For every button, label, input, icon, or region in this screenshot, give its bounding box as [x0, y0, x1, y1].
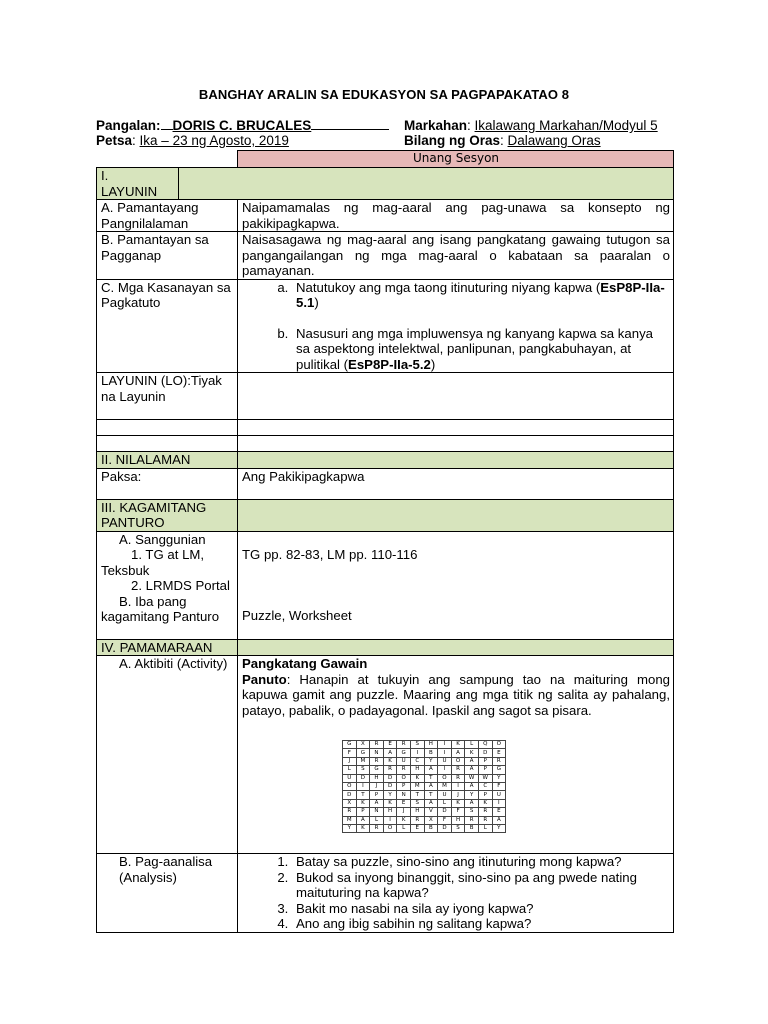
puzzle-cell: L: [438, 799, 452, 807]
puzzle-cell: A: [465, 766, 479, 774]
tg-lm-label: [101, 547, 234, 578]
name-line: Pangalan: DORIS C. BRUCALES: [96, 118, 389, 133]
puzzle-cell: D: [383, 774, 397, 782]
puzzle-cell: U: [397, 757, 411, 765]
puzzle-cell: P: [397, 782, 411, 790]
quarter-label: Markahan: [404, 118, 468, 133]
question-item: 2. Bukod sa inyong binanggit, sino-sino pa ang pwede nating maituturing na kapwa?: [292, 870, 670, 901]
puzzle-cell: G: [492, 766, 506, 774]
puzzle-cell: G: [370, 766, 384, 774]
puzzle-cell: R: [383, 766, 397, 774]
puzzle-row: [343, 749, 506, 757]
puzzle-cell: D: [438, 824, 452, 832]
puzzle-cell: L: [397, 824, 411, 832]
competencies-list: [242, 280, 670, 373]
tg-lm-value: TG pp. 82-83, LM pp. 110-116: [242, 546, 418, 562]
analysis-cell: [238, 854, 674, 933]
empty-cell: [238, 420, 674, 436]
other-materials-label: [101, 594, 234, 625]
puzzle-cell: A: [492, 816, 506, 824]
puzzle-cell: Y: [343, 824, 357, 832]
puzzle-cell: X: [356, 741, 370, 749]
procedure-section-header: IV. PAMAMARAAN: [97, 639, 238, 656]
performance-standard-text: Naisasagawa ng mag-aaral ang isang pangkatang gawaing tutugon sa pangangailangan ng mga mag-aaral o kabataan sa paaralan o pamayanan.: [238, 232, 674, 280]
puzzle-cell: W: [478, 774, 492, 782]
puzzle-cell: A: [465, 782, 479, 790]
specific-objectives-value: [238, 373, 674, 420]
puzzle-cell: O: [383, 824, 397, 832]
puzzle-cell: J: [397, 808, 411, 816]
puzzle-row: [343, 808, 506, 816]
question-item: 4. Ano ang ibig sabihin ng salitang kapwa?: [292, 916, 670, 932]
blank-line: [311, 118, 389, 130]
puzzle-cell: S: [410, 799, 424, 807]
puzzle-cell: T: [356, 791, 370, 799]
session-spacer: [97, 151, 238, 168]
puzzle-cell: A: [465, 799, 479, 807]
puzzle-row: [343, 766, 506, 774]
blank-line: [161, 118, 173, 130]
puzzle-cell: I: [451, 782, 465, 790]
puzzle-cell: C: [478, 782, 492, 790]
puzzle-cell: X: [343, 799, 357, 807]
puzzle-cell: G: [356, 749, 370, 757]
puzzle-cell: H: [410, 766, 424, 774]
name-value: DORIS C. BRUCALES: [172, 118, 312, 133]
puzzle-row: [343, 741, 506, 749]
puzzle-cell: K: [410, 774, 424, 782]
puzzle-cell: P: [478, 757, 492, 765]
puzzle-cell: A: [370, 799, 384, 807]
puzzle-cell: K: [397, 816, 411, 824]
content-section-header: II. NILALAMAN: [97, 452, 238, 469]
puzzle-cell: R: [465, 816, 479, 824]
objectives-header-fill: [179, 168, 674, 200]
competency-b-code: EsP8P-IIa-5.2: [348, 356, 431, 372]
activity-instructions: [242, 672, 670, 719]
resources-section-fill: [238, 499, 674, 531]
topic-value: Ang Pakikipagkapwa: [238, 468, 674, 499]
competencies-label: C. Mga Kasanayan sa Pagkatuto: [97, 279, 238, 373]
puzzle-row: [343, 782, 506, 790]
puzzle-cell: M: [410, 782, 424, 790]
puzzle-cell: I: [383, 816, 397, 824]
puzzle-cell: N: [370, 808, 384, 816]
puzzle-cell: F: [492, 782, 506, 790]
hours-label: Bilang ng Oras: [404, 133, 501, 148]
instructions-label: Panuto: [242, 671, 287, 687]
puzzle-cell: S: [356, 766, 370, 774]
puzzle-cell: G: [343, 741, 357, 749]
puzzle-cell: J: [370, 782, 384, 790]
date-value: Ika – 23 ng Agosto, 2019: [139, 133, 289, 148]
puzzle-cell: K: [383, 757, 397, 765]
puzzle-cell: I: [438, 766, 452, 774]
puzzle-cell: H: [383, 808, 397, 816]
puzzle-cell: K: [383, 799, 397, 807]
puzzle-cell: X: [424, 816, 438, 824]
puzzle-cell: F: [451, 808, 465, 816]
puzzle-cell: Y: [492, 774, 506, 782]
puzzle-row: [343, 799, 506, 807]
puzzle-cell: E: [492, 749, 506, 757]
hours-line: Bilang ng Oras: Dalawang Oras: [404, 133, 601, 148]
puzzle-cell: D: [438, 808, 452, 816]
puzzle-cell: A: [356, 816, 370, 824]
resources-values: [238, 531, 674, 639]
competency-a-end: ): [314, 295, 319, 310]
puzzle-cell: U: [343, 774, 357, 782]
puzzle-cell: T: [424, 791, 438, 799]
puzzle-cell: B: [424, 749, 438, 757]
puzzle-cell: R: [343, 808, 357, 816]
puzzle-cell: Q: [478, 741, 492, 749]
activity-title: Pangkatang Gawain: [242, 656, 368, 671]
puzzle-cell: S: [465, 808, 479, 816]
content-section-fill: [238, 452, 674, 469]
puzzle-cell: K: [478, 799, 492, 807]
competency-a-code: EsP8P-IIa-5.1: [296, 279, 665, 310]
date-line: Petsa: Ika – 23 ng Agosto, 2019: [96, 133, 289, 148]
analysis-label: [97, 854, 238, 933]
puzzle-cell: O: [492, 741, 506, 749]
puzzle-cell: K: [356, 799, 370, 807]
other-materials-label-text: B. Iba pang kagamitang Panturo: [101, 593, 220, 624]
puzzle-cell: I: [356, 782, 370, 790]
puzzle-cell: M: [343, 816, 357, 824]
puzzle-cell: L: [343, 766, 357, 774]
empty-cell: [97, 420, 238, 436]
puzzle-cell: R: [451, 774, 465, 782]
activity-cell: [238, 656, 674, 854]
puzzle-cell: I: [492, 799, 506, 807]
puzzle-row: [343, 774, 506, 782]
puzzle-cell: P: [478, 766, 492, 774]
competency-b: [292, 326, 670, 373]
puzzle-cell: B: [465, 824, 479, 832]
puzzle-cell: P: [356, 808, 370, 816]
lrmds-label-text: 2. LRMDS Portal: [131, 578, 230, 593]
puzzle-cell: L: [478, 824, 492, 832]
puzzle-cell: T: [410, 791, 424, 799]
puzzle-cell: Y: [383, 791, 397, 799]
puzzle-cell: R: [451, 766, 465, 774]
procedure-section-fill: [238, 639, 674, 656]
name-label: Pangalan: [96, 118, 157, 133]
puzzle-cell: L: [370, 816, 384, 824]
activity-label: [97, 656, 238, 854]
puzzle-row: [343, 791, 506, 799]
puzzle-cell: K: [451, 799, 465, 807]
puzzle-cell: O: [397, 774, 411, 782]
references-label: A. Sanggunian: [119, 531, 206, 547]
puzzle-cell: P: [478, 791, 492, 799]
objectives-number: I.: [101, 168, 109, 183]
puzzle-cell: I: [438, 741, 452, 749]
objectives-title: LAYUNIN: [101, 183, 158, 199]
puzzle-cell: D: [383, 782, 397, 790]
puzzle-cell: Y: [424, 757, 438, 765]
puzzle-cell: N: [397, 791, 411, 799]
puzzle-cell: R: [478, 816, 492, 824]
puzzle-cell: W: [465, 774, 479, 782]
instructions-text: : Hanapin at tukuyin ang sampung tao na maituring mong kapuwa gamit ang puzzle. Maaring ang mga titik ng salita ay pahalang, patayo, pabalik, o padayagonal. Ipaskil ang sagot sa pisara.: [242, 671, 670, 718]
puzzle-cell: P: [370, 791, 384, 799]
competency-b-text: Nasusuri ang mga impluwensya ng kanyang kapwa sa kanya sa aspektong intelektwal, panlipunan, pangkabuhayan, at pulitikal (: [296, 325, 653, 372]
puzzle-cell: U: [438, 757, 452, 765]
puzzle-cell: D: [356, 774, 370, 782]
puzzle-cell: H: [370, 774, 384, 782]
puzzle-cell: E: [410, 824, 424, 832]
puzzle-cell: A: [383, 749, 397, 757]
puzzle-cell: R: [492, 757, 506, 765]
word-search-puzzle: [342, 740, 506, 833]
question-item: 3. Bakit mo nasabi na sila ay iyong kapwa?: [292, 901, 670, 917]
puzzle-cell: H: [451, 816, 465, 824]
puzzle-cell: R: [478, 808, 492, 816]
puzzle-cell: O: [451, 757, 465, 765]
puzzle-cell: R: [410, 816, 424, 824]
competency-a-text: Natutukoy ang mga taong itinuturing niyang kapwa (: [296, 279, 601, 295]
other-materials-value: Puzzle, Worksheet: [242, 608, 352, 623]
lesson-plan-table: [96, 150, 674, 933]
puzzle-row: [343, 757, 506, 765]
hours-value: Dalawang Oras: [507, 133, 601, 148]
puzzle-cell: S: [410, 741, 424, 749]
puzzle-cell: M: [438, 782, 452, 790]
puzzle-cell: F: [343, 749, 357, 757]
puzzle-cell: R: [397, 766, 411, 774]
puzzle-cell: Y: [492, 824, 506, 832]
puzzle-cell: H: [424, 741, 438, 749]
topic-label: Paksa:: [97, 468, 238, 499]
date-label: Petsa: [96, 133, 133, 148]
puzzle-cell: K: [451, 741, 465, 749]
quarter-line: Markahan: Ikalawang Markahan/Modyul 5: [404, 118, 658, 133]
puzzle-cell: O: [438, 774, 452, 782]
puzzle-cell: M: [356, 757, 370, 765]
puzzle-cell: E: [383, 741, 397, 749]
objectives-header: [97, 168, 179, 200]
puzzle-cell: T: [424, 774, 438, 782]
puzzle-row: [343, 824, 506, 832]
puzzle-cell: U: [492, 791, 506, 799]
empty-cell: [238, 436, 674, 452]
puzzle-cell: R: [370, 757, 384, 765]
puzzle-cell: G: [397, 749, 411, 757]
analysis-questions: [242, 854, 670, 932]
session-header: Unang Sesyon: [238, 151, 674, 168]
puzzle-cell: I: [438, 749, 452, 757]
performance-standard-label: B. Pamantayan sa Pagganap: [97, 232, 238, 280]
puzzle-cell: A: [424, 782, 438, 790]
puzzle-cell: A: [465, 757, 479, 765]
puzzle-cell: E: [397, 799, 411, 807]
puzzle-cell: E: [492, 808, 506, 816]
puzzle-cell: A: [451, 749, 465, 757]
resources-section-header: III. KAGAMITANG PANTURO: [97, 499, 238, 531]
content-standard-label: A. Pamantayang Pangnilalaman: [97, 200, 238, 232]
puzzle-cell: B: [424, 824, 438, 832]
competency-a: [292, 280, 670, 311]
puzzle-cell: R: [397, 741, 411, 749]
activity-label-text: A. Aktibiti (Activity): [119, 656, 228, 671]
puzzle-cell: J: [343, 757, 357, 765]
puzzle-cell: I: [410, 749, 424, 757]
puzzle-row: [343, 816, 506, 824]
analysis-label-text: B. Pag-aanalisa (Analysis): [119, 854, 213, 885]
puzzle-cell: O: [343, 782, 357, 790]
puzzle-cell: K: [465, 749, 479, 757]
puzzle-cell: Y: [465, 791, 479, 799]
puzzle-cell: J: [451, 791, 465, 799]
puzzle-cell: U: [438, 791, 452, 799]
puzzle-cell: V: [424, 808, 438, 816]
quarter-value: Ikalawang Markahan/Modyul 5: [474, 118, 658, 133]
puzzle-cell: R: [370, 824, 384, 832]
puzzle-cell: D: [478, 749, 492, 757]
resources-labels: [97, 531, 238, 639]
puzzle-cell: D: [343, 791, 357, 799]
tg-lm-label-text: 1. TG at LM, Teksbuk: [101, 547, 205, 578]
empty-cell: [97, 436, 238, 452]
document-title: BANGHAY ARALIN SA EDUKASYON SA PAGPAPAKATAO 8: [198, 87, 570, 102]
puzzle-cell: N: [370, 749, 384, 757]
puzzle-cell: C: [410, 757, 424, 765]
specific-objectives-label: LAYUNIN (LO):Tiyak na Layunin: [97, 373, 238, 420]
puzzle-cell: H: [410, 808, 424, 816]
puzzle-cell: R: [370, 741, 384, 749]
content-standard-text: Naipamamalas ng mag-aaral ang pag-unawa sa konsepto ng pakikipagkapwa.: [238, 200, 674, 232]
puzzle-cell: L: [465, 741, 479, 749]
puzzle-cell: K: [356, 824, 370, 832]
question-item: 1. Batay sa puzzle, sino-sino ang itinuturing mong kapwa?: [292, 854, 670, 870]
competency-b-end: ): [430, 356, 436, 372]
puzzle-cell: S: [451, 824, 465, 832]
lrmds-label: [101, 578, 234, 594]
puzzle-cell: F: [438, 816, 452, 824]
puzzle-cell: A: [424, 766, 438, 774]
puzzle-cell: A: [424, 799, 438, 807]
competencies-cell: [238, 279, 674, 373]
